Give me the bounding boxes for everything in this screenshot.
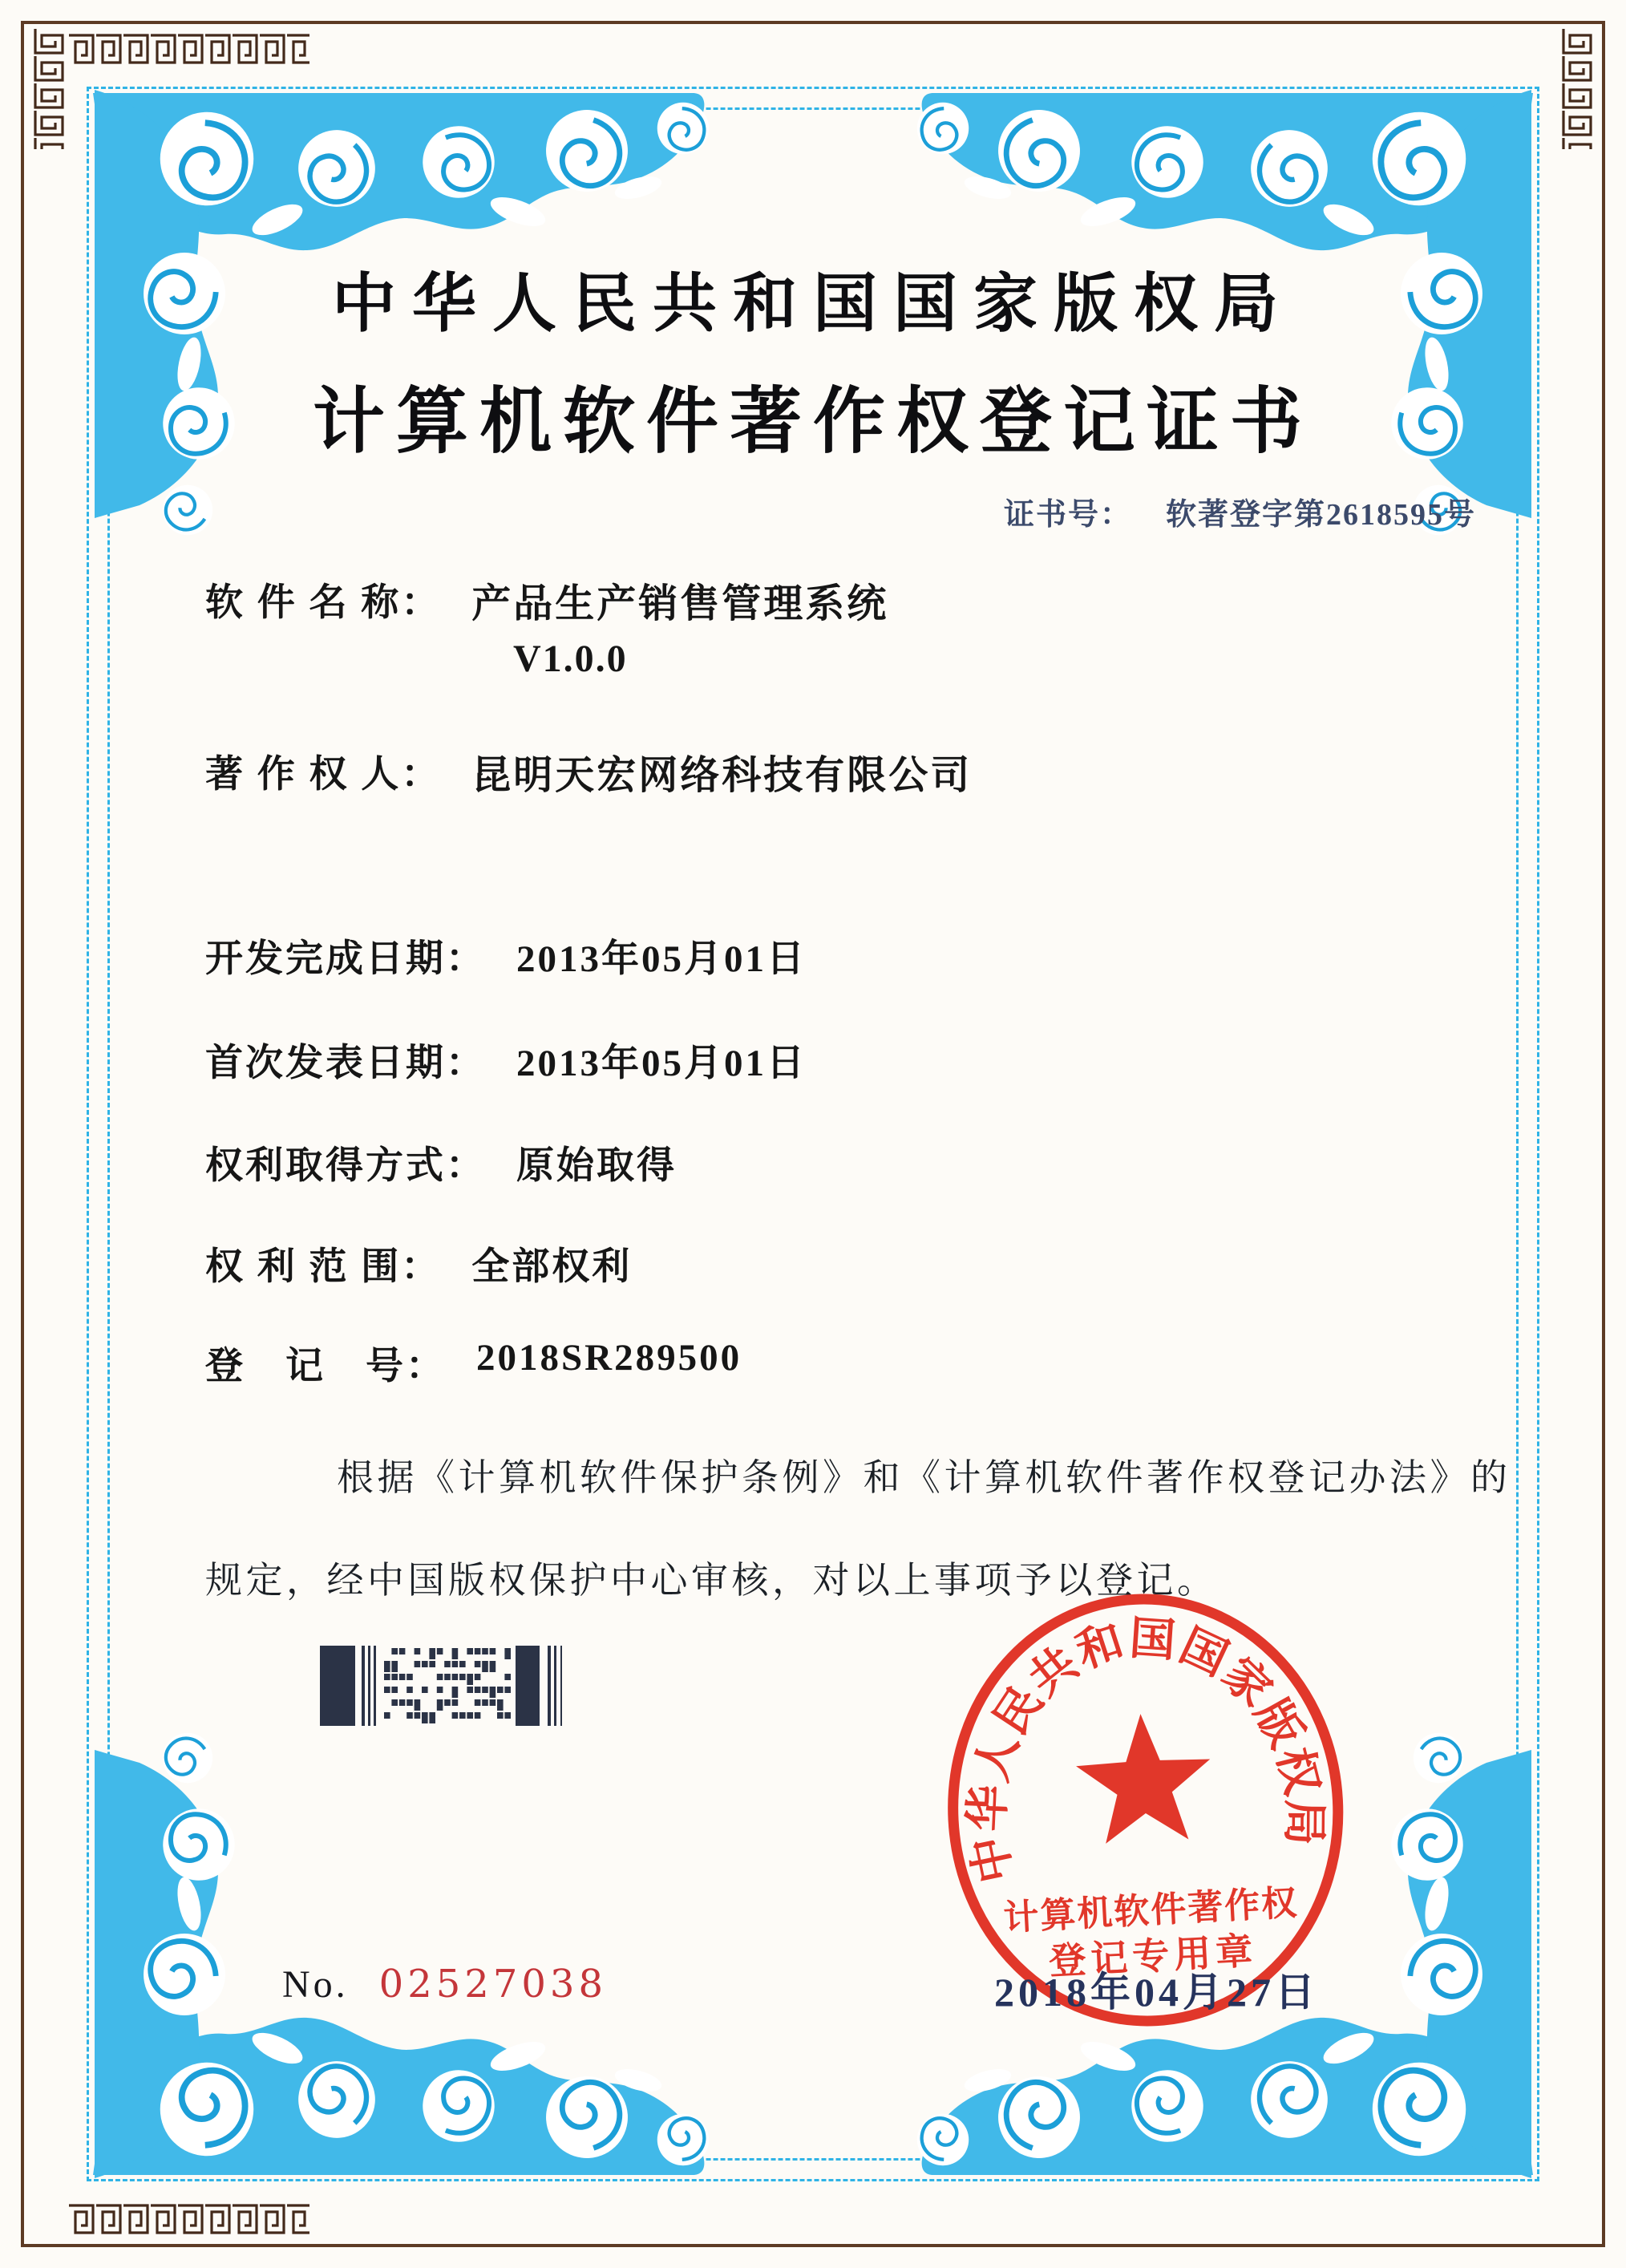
greek-key-border-left <box>29 29 69 149</box>
field-label: 登 记 号： <box>205 1346 446 1387</box>
field-value: 全部权利 <box>471 1246 633 1288</box>
statement-line-2: 规定，经中国版权保护中心审核，对以上事项予以登记。 <box>205 1560 1218 1601</box>
field-rights-acquisition <box>205 1136 677 1189</box>
seal-ring-text: 中华人民共和国国家版权局 <box>962 1613 1329 1887</box>
seal-text-line-1: 计算机软件著作权 <box>1002 1883 1300 1938</box>
field-value: 2013年05月01日 <box>516 1043 807 1084</box>
field-label: 权 利 范 围： <box>205 1246 442 1288</box>
seal-text-line-2: 登记专用章 <box>1048 1930 1259 1982</box>
greek-key-border-right <box>1557 29 1597 149</box>
field-value: 昆明天宏网络科技有限公司 <box>471 753 973 797</box>
field-value: 2013年05月01日 <box>516 938 807 980</box>
field-label: 开发完成日期： <box>205 938 486 980</box>
field-rights-scope <box>205 1237 632 1290</box>
field-registration-number <box>205 1336 742 1390</box>
corner-flourish-bottom-left <box>93 1719 734 2185</box>
certificate-number-label: 证书号： <box>1004 498 1133 532</box>
certificate-title: 计算机软件著作权登记证书 <box>313 383 1313 462</box>
issue-date: 2018年04月27日 <box>994 1970 1319 2015</box>
star-icon <box>1074 1711 1215 1845</box>
field-software-version: V1.0.0 <box>513 638 628 680</box>
field-dev-complete-date <box>205 929 807 982</box>
field-software-name <box>205 573 888 629</box>
serial-prefix: No. <box>282 1963 349 2006</box>
certificate-number-value: 软著登字第2618595号 <box>1166 498 1477 532</box>
serial-number: 02527038 <box>378 1962 607 2007</box>
field-value: 2018SR289500 <box>476 1337 742 1379</box>
issuer-title: 中华人民共和国国家版权局 <box>332 269 1294 340</box>
field-value: 产品生产销售管理系统 <box>471 581 889 626</box>
field-value: 原始取得 <box>516 1145 677 1187</box>
field-label: 软 件 名 称： <box>205 582 442 624</box>
field-label: 著 作 权 人： <box>205 754 442 796</box>
field-label: 首次发表日期： <box>205 1043 486 1084</box>
certificate-number-line <box>1004 489 1476 533</box>
field-first-publish-date <box>205 1033 807 1087</box>
greek-key-border-top <box>69 29 309 69</box>
statement-line-1: 根据《计算机软件保护条例》和《计算机软件著作权登记办法》的 <box>337 1457 1511 1498</box>
field-label: 权利取得方式： <box>205 1145 486 1187</box>
greek-key-border-bottom <box>69 2199 309 2239</box>
field-copyright-owner <box>205 744 972 800</box>
barcode <box>320 1646 567 1729</box>
serial-number-line <box>282 1962 607 2007</box>
